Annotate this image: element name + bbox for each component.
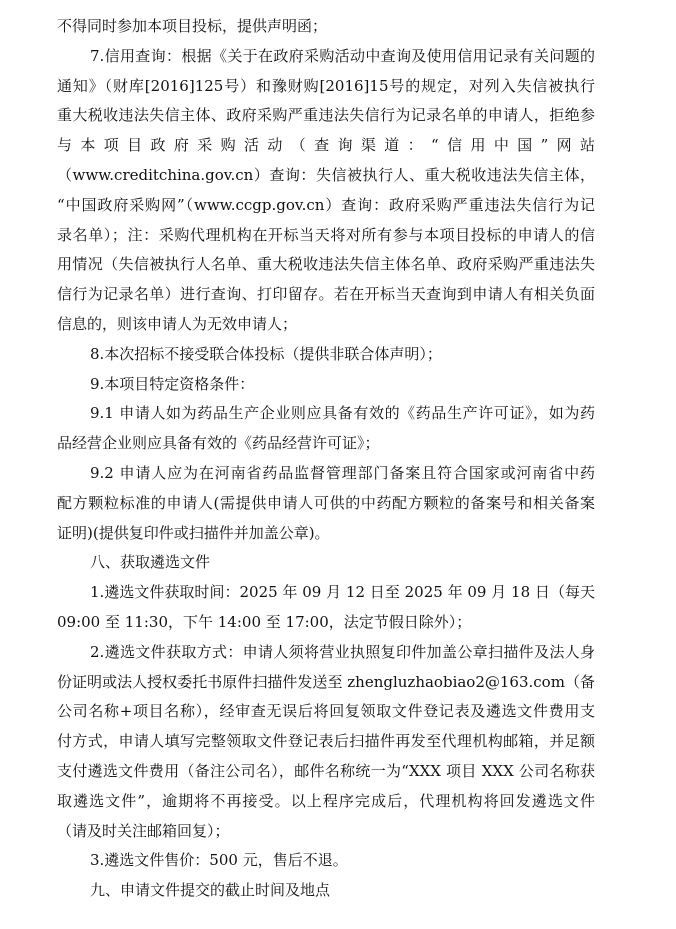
text-line: 09:00 至 11:30，下午 14:00 至 17:00，法定节假日除外）； bbox=[57, 612, 472, 631]
text-line: 9.1 申请人如为药品生产企业则应具备有效的《药品生产许可证》，如为药 bbox=[90, 404, 595, 423]
text-line: 品经营企业则应具备有效的《药品经营许可证》； bbox=[57, 434, 380, 453]
text-line: 重大税收违法失信主体、政府采购严重违法失信行为记录名单的申请人，拒绝参 bbox=[57, 106, 595, 125]
text-line: （请及时关注邮箱回复）； bbox=[57, 821, 230, 840]
text-line: 用情况（失信被执行人名单、重大税收违法失信主体名单、政府采购严重违法失 bbox=[57, 255, 595, 274]
text-line: 八、获取遴选文件 bbox=[90, 553, 211, 572]
text-line: 证明)(提供复印件或扫描件并加盖公章)。 bbox=[57, 523, 330, 542]
text-line: 7.信用查询：根据《关于在政府采购活动中查询及使用信用记录有关问题的 bbox=[90, 46, 595, 65]
text-line: 通知》（财库[2016]125号）和豫财购[2016]15号的规定，对列入失信被执行 bbox=[57, 76, 595, 95]
document-body bbox=[57, 12, 595, 906]
text-line: 信行为记录名单）进行查询、打印留存。若在开标当天查询到申请人有相关负面 bbox=[57, 285, 595, 304]
text-line: 8.本次招标不接受联合体投标（提供非联合体声明）； bbox=[90, 344, 442, 363]
text-line: 3.遴选文件售价：500 元，售后不退。 bbox=[90, 851, 348, 870]
text-line: 9.2 申请人应为在河南省药品监督管理部门备案且符合国家或河南省中药 bbox=[90, 463, 595, 482]
text-line: 付方式，申请人填写完整领取文件登记表后扫描件再发至代理机构邮箱，并足额 bbox=[57, 732, 595, 751]
text-line: 不得同时参加本项目投标，提供声明函； bbox=[57, 17, 328, 35]
text-line: 份证明或法人授权委托书原件扫描件发送至 zhengluzhaobiao2@163.com（备 bbox=[57, 672, 595, 691]
text-line: 与本项目政府采购活动（查询渠道：“信用中国”网站 bbox=[57, 136, 595, 155]
text-line: 公司名称+项目名称），经审查无误后将回复领取文件登记表及遴选文件费用支 bbox=[57, 702, 595, 721]
text-line: 配方颗粒标准的申请人(需提供申请人可供的中药配方颗粒的备案号和相关备案 bbox=[57, 493, 595, 512]
text-line: “中国政府采购网”（www.ccgp.gov.cn）查询：政府采购严重违法失信行为记 bbox=[57, 195, 595, 214]
text-line: （www.creditchina.gov.cn）查询：失信被执行人、重大税收违法失信主体， bbox=[57, 165, 595, 184]
text-line: 2.遴选文件获取方式：申请人须将营业执照复印件加盖公章扫描件及法人身 bbox=[90, 642, 595, 661]
text-line: 支付遴选文件费用（备注公司名），邮件名称统一为“XXX 项目 XXX 公司名称获 bbox=[57, 761, 595, 780]
text-line: 九、申请文件提交的截止时间及地点 bbox=[90, 881, 331, 900]
text-line: 9.本项目特定资格条件： bbox=[90, 374, 255, 393]
text-line: 取遴选文件”，逾期将不再接受。以上程序完成后，代理机构将回发遴选文件 bbox=[57, 791, 595, 810]
text-line: 信息的，则该申请人为无效申请人； bbox=[57, 314, 298, 333]
text-line: 录名单）；注：采购代理机构在开标当天将对所有参与本项目投标的申请人的信 bbox=[57, 225, 595, 244]
text-line: 1.遴选文件获取时间：2025 年 09 月 12 日至 2025 年 09 月 18 日（每天 bbox=[90, 583, 595, 602]
